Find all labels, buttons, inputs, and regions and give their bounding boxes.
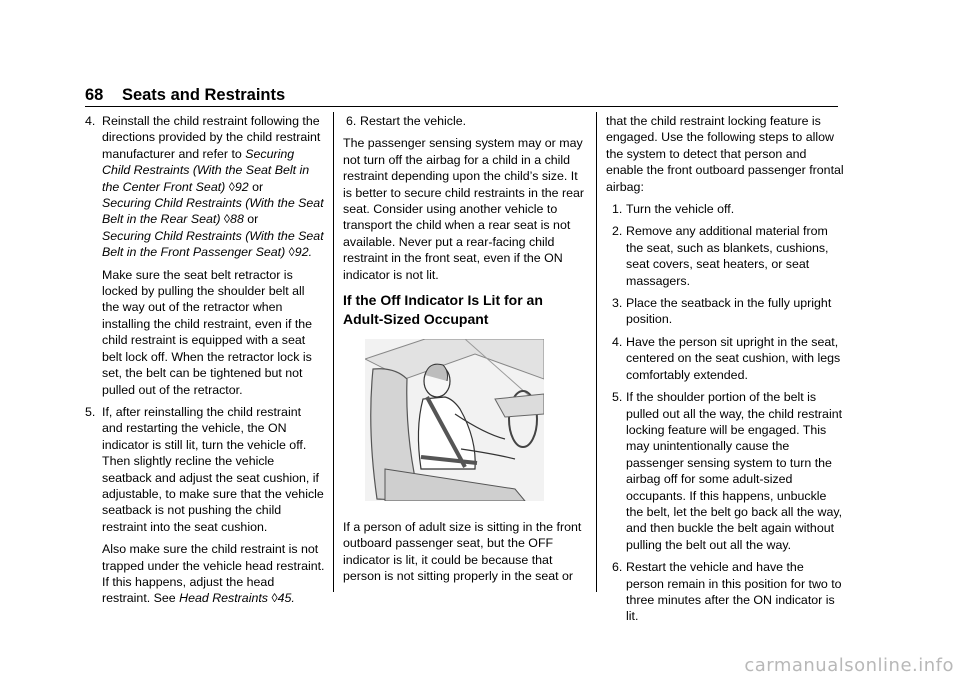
cross-reference-link[interactable]: Securing Child Restraints (With the Seat Belt in the Front Passenger Seat)	[102, 228, 324, 260]
ref-connector: or	[248, 179, 264, 194]
step-number: 2.	[612, 224, 623, 239]
step-number: 1.	[612, 202, 623, 217]
paragraph: The passenger sensing system may or may not turn off the airbag for a child in a child restraint depending upon the child’s size. It is better to secure child restraints in the rear seat. Consider using another vehicle to transport the child when a rear seat is not available. Never put a rear-facing child restraint in the front seat, even if the ON indicator is not lit.	[343, 136, 585, 282]
step-number: 6.	[612, 560, 623, 575]
step-text: Restart the vehicle and have the person remain in this position for two to three minutes after the ON indicator is lit.	[626, 560, 842, 624]
page-ref-number[interactable]: 92	[234, 179, 249, 194]
column-divider-2	[596, 112, 597, 592]
page-ref-icon: ◊	[288, 245, 295, 260]
page-ref-icon: ◊	[223, 212, 231, 227]
step-item	[612, 295, 844, 328]
section-title: Seats and Restraints	[121, 86, 286, 104]
subsection-heading: If the Off Indicator Is Lit for an Adult-Sized Occupant	[343, 292, 543, 328]
watermark: carmanualsonline.info	[744, 655, 954, 676]
header-rule	[85, 106, 838, 107]
list-item-5	[85, 404, 325, 535]
step-item	[612, 201, 844, 217]
page-ref-number[interactable]: 45.	[277, 591, 295, 606]
item-text: Reinstall the child restraint following the directions provided by the child restraint manufacturer and refer to	[102, 114, 321, 161]
step-number: 3.	[612, 296, 623, 311]
column-3	[606, 113, 844, 631]
cross-reference-link[interactable]: Head Restraints	[179, 591, 268, 606]
paragraph: that the child restraint locking feature is engaged. Use the following steps to allow the system to detect that person and enable the front outboard passenger frontal airbag:	[606, 114, 844, 194]
page-ref-number[interactable]: 92.	[294, 245, 313, 260]
step-item	[612, 223, 844, 289]
item-number: 4.	[85, 114, 96, 128]
step-text: Remove any additional material from the seat, such as blankets, cushions, seat covers, seat heaters, or seat massagers.	[626, 224, 829, 288]
page-number: 68	[85, 86, 104, 104]
step-number: 5.	[612, 390, 623, 405]
list-item-6	[346, 113, 586, 129]
step-text: Have the person sit upright in the seat, centered on the seat cushion, with legs comfortably extended.	[626, 334, 841, 382]
step-number: 4.	[612, 334, 623, 349]
step-text: If the shoulder portion of the belt is pulled out all the way, the child restraint locking feature will be engaged. This may unintentionally cause the passenger sensing system to turn the airbag off for some adult-sized occupants. If this happens, unbuckle the belt, let the belt go back all the way, and then buckle the belt again without pulling the belt out all the way.	[626, 390, 843, 552]
paragraph: Make sure the seat belt retractor is locked by pulling the shoulder belt all the way out of the retractor when installing the child restraint, even if the child restraint is equipped with a seat belt lock off. When the retractor lock is set, the belt can be tightened but not pulled out of the retractor.	[102, 267, 313, 397]
item-text: If, after reinstalling the child restraint and restarting the vehicle, the ON indicator is still lit, turn the vehicle off. Then slightly recline the vehicle seatback and adjust the seat cushion, if adjustable, to make sure that the vehicle seatback is not pushing the child restraint into the seat cushion.	[102, 404, 324, 534]
step-item	[612, 389, 844, 553]
column-1	[85, 113, 325, 613]
item-number: 6.	[346, 114, 357, 128]
step-item	[612, 334, 844, 383]
cross-reference-link[interactable]: Securing Child Restraints (With the Seat Belt in the Rear Seat)	[102, 196, 324, 227]
column-2	[343, 113, 586, 591]
paragraph: If a person of adult size is sitting in the front outboard passenger seat, but the OFF indicator is lit, it could be because that person is not sitting properly in the seat or	[343, 520, 582, 584]
item-number: 5.	[85, 404, 96, 419]
column-divider-1	[333, 112, 334, 592]
paragraph	[85, 541, 325, 607]
step-item	[612, 559, 844, 625]
cross-reference-link[interactable]: Securing Child Restraints (With the Seat Belt in the Center Front Seat)	[102, 146, 310, 194]
page-ref-icon: ◊	[271, 591, 278, 606]
page-ref-icon: ◊	[228, 179, 235, 194]
item-text: Restart the vehicle.	[360, 114, 467, 128]
ref-connector: or	[243, 212, 259, 227]
step-text: Turn the vehicle off.	[626, 202, 735, 217]
list-item-4	[85, 113, 325, 261]
page-header	[85, 86, 285, 105]
paragraph-text: Also make sure the child restraint is not trapped under the vehicle head restraint. If this happens, adjust the head restraint. See	[102, 542, 325, 606]
occupant-seat-illustration	[365, 339, 544, 501]
page-ref-number[interactable]: 88	[230, 212, 244, 227]
step-text: Place the seatback in the fully upright position.	[626, 296, 832, 327]
